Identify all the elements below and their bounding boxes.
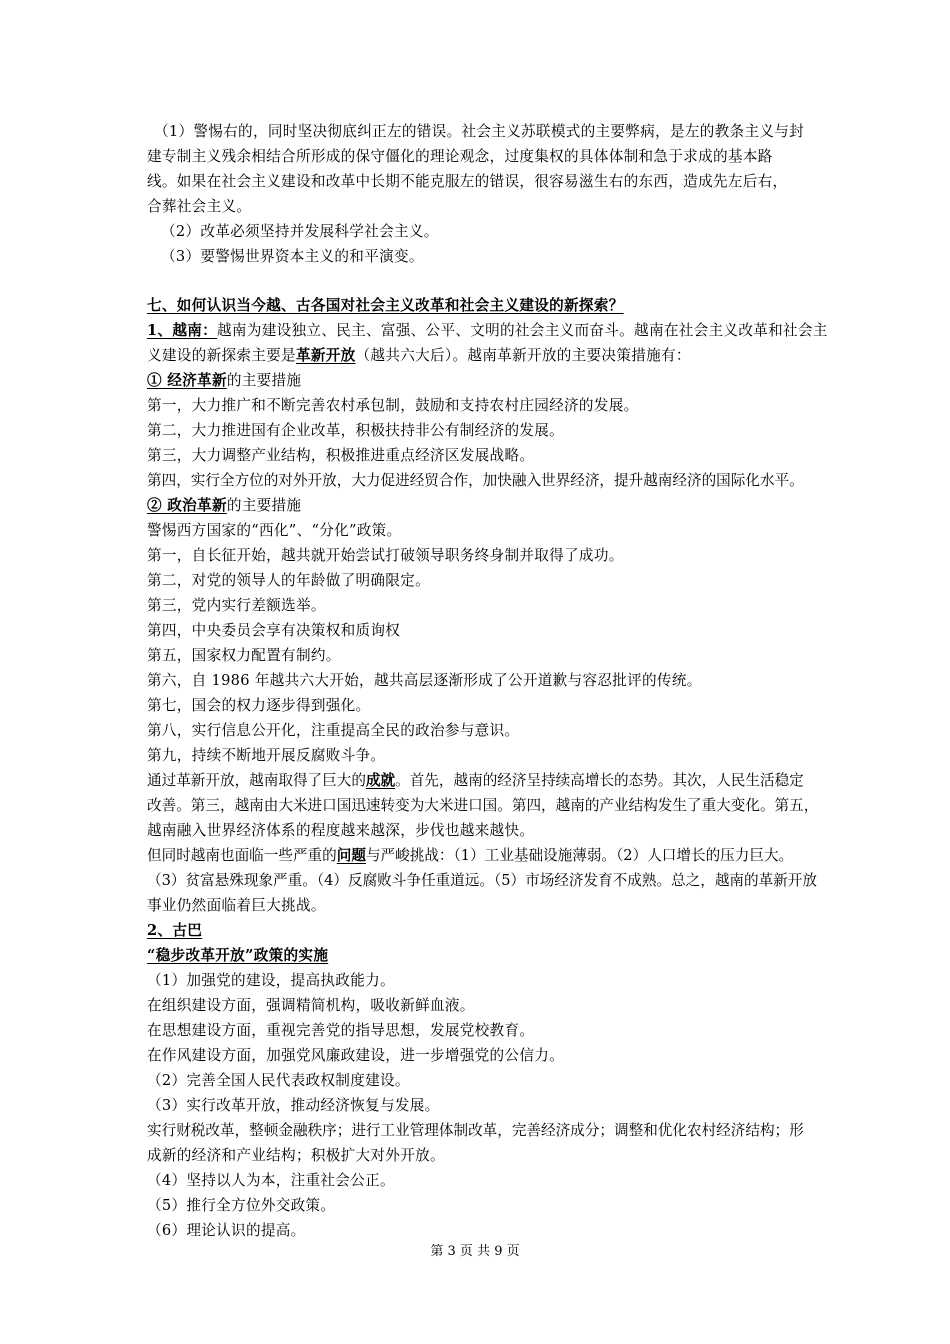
cuba-item: （2）完善全国人民代表政权制度建设。 — [147, 1072, 410, 1089]
cuba-heading: 2、古巴 — [147, 922, 203, 939]
econ-item: 第四，实行全方位的对外开放，大力促进经贸合作，加快融入世界经济，提升越南经济的国际化水平。 — [147, 472, 804, 489]
pol-item: 第一，自长征开始，越共就开始尝试打破领导职务终身制并取得了成功。 — [147, 547, 624, 564]
pol-heading — [147, 493, 301, 518]
cuba-item: 实行财税改革，整顿金融秩序；进行工业管理体制改革，完善经济成分；调整和优化农村经济结构；形 — [147, 1122, 804, 1139]
econ-heading — [147, 368, 301, 393]
vietnam-intro-line2 — [147, 343, 691, 368]
cuba-item: （3）实行改革开放，推动经济恢复与发展。 — [147, 1097, 440, 1114]
intro-p1-line4: 合葬社会主义。 — [147, 198, 252, 215]
cuba-item: （1）加强党的建设，提高执政能力。 — [147, 972, 395, 989]
econ-item: 第一，大力推广和不断完善农村承包制，鼓励和支持农村庄园经济的发展。 — [147, 397, 639, 414]
vietnam-intro-key: 革新开放 — [295, 347, 356, 364]
problem-post: 与严峻挑战：（1）工业基础设施薄弱。（2）人口增长的压力巨大。 — [365, 847, 794, 864]
pol-note: 警惕西方国家的“西化”、“分化”政策。 — [147, 522, 402, 539]
econ-item: 第二，大力推进国有企业改革，积极扶持非公有制经济的发展。 — [147, 422, 565, 439]
cuba-item: （4）坚持以人为本，注重社会公正。 — [147, 1172, 395, 1189]
problem-line3: 事业仍然面临着巨大挑战。 — [147, 897, 326, 914]
achieve-line1 — [147, 768, 804, 793]
intro-p2: （2）改革必须坚持并发展科学社会主义。 — [161, 223, 439, 240]
pol-item: 第八，实行信息公开化，注重提高全民的政治参与意识。 — [147, 722, 520, 739]
problem-key: 问题 — [336, 847, 366, 864]
pol-item: 第二，对党的领导人的年龄做了明确限定。 — [147, 572, 430, 589]
pol-item: 第五，国家权力配置有制约。 — [147, 647, 341, 664]
vietnam-intro-line1 — [147, 318, 828, 343]
pol-item: 第九，持续不断地开展反腐败斗争。 — [147, 747, 386, 764]
intro-p1-line2: 建专制主义残余相结合所形成的保守僵化的理论观念，过度集权的具体体制和急于求成的基本路 — [147, 148, 773, 165]
intro-p1-line1: （1）警惕右的，同时坚决彻底纠正左的错误。社会主义苏联模式的主要弊病，是左的教条主义与封 — [154, 123, 805, 140]
problem-line1 — [147, 843, 793, 868]
cuba-item: 在作风建设方面，加强党风廉政建设，进一步增强党的公信力。 — [147, 1047, 565, 1064]
intro-p3: （3）要警惕世界资本主义的和平演变。 — [161, 248, 424, 265]
cuba-item: 在思想建设方面，重视完善党的指导思想，发展党校教育。 — [147, 1022, 535, 1039]
pol-key: ② 政治革新 — [147, 497, 227, 514]
pol-rest: 的主要措施 — [226, 497, 302, 514]
achieve-pre: 通过革新开放，越南取得了巨大的 — [147, 772, 366, 789]
cuba-subheading: “稳步改革开放”政策的实施 — [147, 947, 329, 964]
cuba-item: 在组织建设方面，强调精简机构，吸收新鲜血液。 — [147, 997, 475, 1014]
page-footer: 第 3 页 共 9 页 — [430, 1244, 520, 1259]
vietnam-intro-post: （越共六大后）。越南革新开放的主要决策措施有： — [355, 347, 691, 364]
vietnam-heading: 1、越南： — [147, 322, 218, 339]
achieve-line3: 越南融入世界经济体系的程度越来越深，步伐也越来越快。 — [147, 822, 535, 839]
econ-key: ① 经济革新 — [147, 372, 227, 389]
achieve-post: 。首先，越南的经济呈持续高增长的态势。其次，人民生活稳定 — [395, 772, 804, 789]
cuba-item: （6）理论认识的提高。 — [147, 1222, 306, 1239]
achieve-line2: 改善。第三，越南由大米进口国迅速转变为大米进口国。第四，越南的产业结构发生了重大变化。第五， — [147, 797, 819, 814]
section-title: 七、如何认识当今越、古各国对社会主义改革和社会主义建设的新探索？ — [147, 297, 624, 314]
cuba-item: 成新的经济和产业结构；积极扩大对外开放。 — [147, 1147, 445, 1164]
pol-item: 第七，国会的权力逐步得到强化。 — [147, 697, 371, 714]
pol-item: 第三，党内实行差额选举。 — [147, 597, 326, 614]
achieve-key: 成就 — [365, 772, 396, 789]
cuba-item: （5）推行全方位外交政策。 — [147, 1197, 336, 1214]
pol-item: 第六，自 1986 年越共六大开始，越共高层逐渐形成了公开道歉与容忍批评的传统。 — [147, 672, 702, 689]
pol-item: 第四，中央委员会享有决策权和质询权 — [147, 622, 401, 639]
econ-item: 第三，大力调整产业结构，积极推进重点经济区发展战略。 — [147, 447, 535, 464]
econ-rest: 的主要措施 — [226, 372, 302, 389]
problem-pre: 但同时越南也面临一些严重的 — [147, 847, 337, 864]
intro-p1-line3: 线。如果在社会主义建设和改革中长期不能克服左的错误，很容易滋生右的东西，造成先左后右， — [147, 173, 788, 190]
vietnam-intro-pre: 义建设的新探索主要是 — [147, 347, 296, 364]
vietnam-intro-text: 越南为建设独立、民主、富强、公平、文明的社会主义而奋斗。越南在社会主义改革和社会主 — [217, 322, 828, 339]
problem-line2: （3）贫富悬殊现象严重。（4）反腐败斗争任重道远。（5）市场经济发育不成熟。总之，越南的革新开放 — [147, 872, 817, 889]
